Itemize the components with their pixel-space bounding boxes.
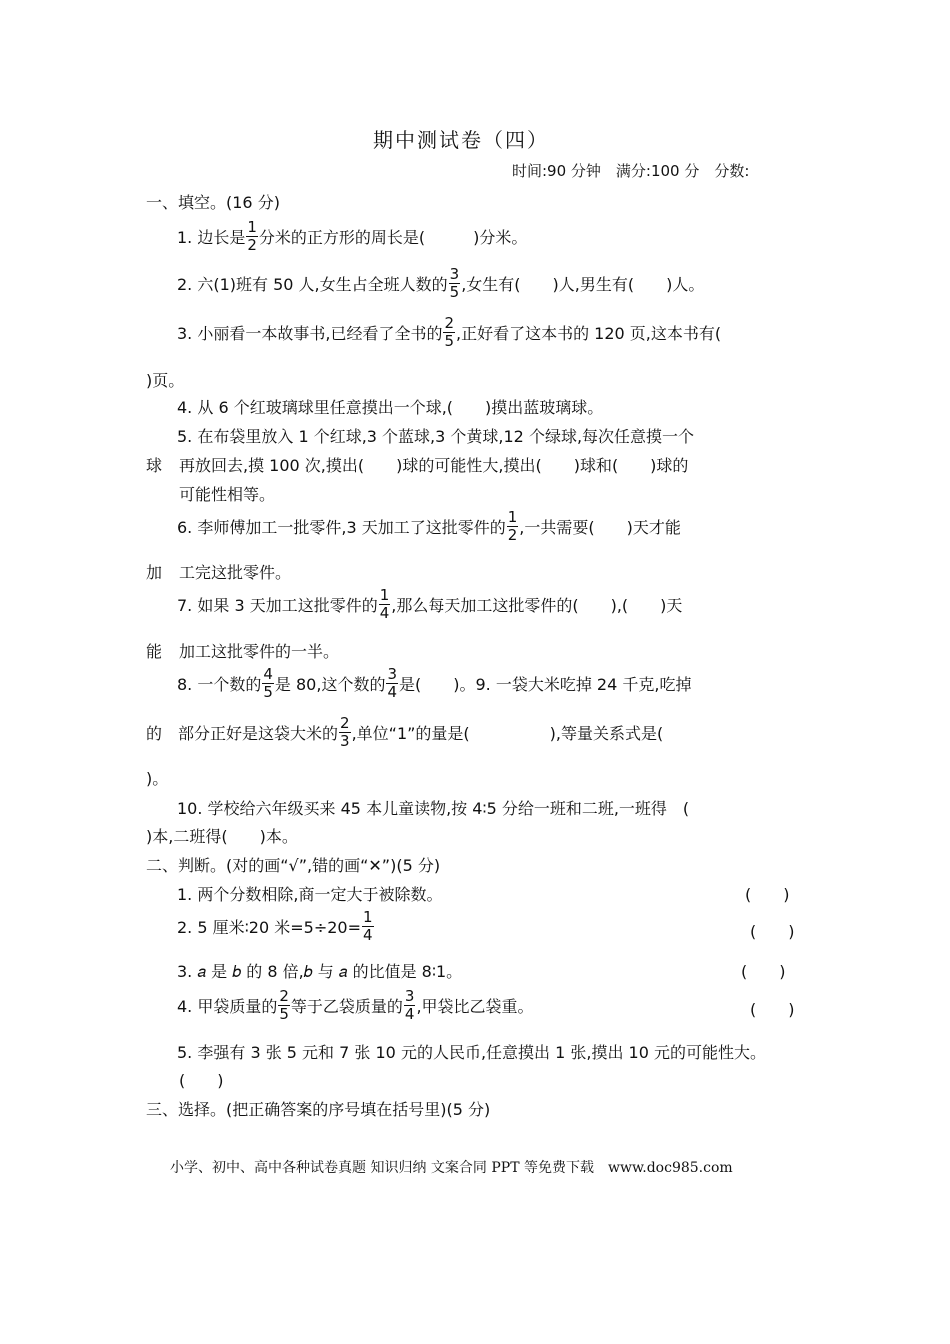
question-9: 的 部分正好是这袋大米的 $\frac{2}{3}$ ,单位“1”的量是( ),等量关系式是( xyxy=(146,714,664,750)
section-fill-blank: 一、填空。(16 分) xyxy=(146,193,280,212)
judge-1: 1. 两个分数相除,商一定大于被除数。 xyxy=(177,885,443,904)
question-9-cont: )。 xyxy=(146,769,169,788)
fraction: $\frac{1}{2}$ xyxy=(247,218,257,254)
fraction: $\frac{3}{4}$ xyxy=(404,987,415,1023)
question-1: 1. 边长是 $\frac{1}{2}$ 分米的正方形的周长是( )分米。 xyxy=(177,218,528,254)
fraction: $\frac{2}{3}$ xyxy=(340,714,350,750)
section-choice: 三、选择。(把正确答案的序号填在括号里)(5 分) xyxy=(146,1100,491,1119)
question-5-char: 球 xyxy=(146,456,163,475)
fraction: $\frac{1}{4}$ xyxy=(363,908,373,944)
question-3: 3. 小丽看一本故事书,已经看了全书的 $\frac{2}{5}$ ,正好看了这本书的 120 页,这本书有( xyxy=(177,314,722,350)
fraction: $\frac{1}{2}$ xyxy=(507,508,518,544)
question-7-char: 能 xyxy=(146,642,163,661)
question-6-char: 加 xyxy=(146,563,163,582)
fraction: $\frac{2}{5}$ xyxy=(444,314,454,350)
question-6-cont: 工完这批零件。 xyxy=(179,563,292,582)
question-8: 8. 一个数的 $\frac{4}{5}$ 是 80,这个数的 $\frac{3}{4}$ 是( )。9. 一袋大米吃掉 24 千克,吃掉 xyxy=(177,665,692,701)
judge-2-paren: ( ) xyxy=(750,922,795,941)
judge-5-paren: ( ) xyxy=(179,1071,224,1090)
question-10: 10. 学校给六年级买来 45 本儿童读物,按 4∶5 分给一班和二班,一班得 ( xyxy=(177,799,690,818)
fraction: $\frac{3}{4}$ xyxy=(387,665,397,701)
question-5: 5. 在布袋里放入 1 个红球,3 个蓝球,3 个黄球,12 个绿球,每次任意摸一个 xyxy=(177,427,695,446)
question-2: 2. 六(1)班有 50 人,女生占全班人数的 $\frac{3}{5}$ ,女生有( )人,男生有( )人。 xyxy=(177,265,705,301)
fraction: $\frac{3}{5}$ xyxy=(449,265,460,301)
exam-meta: 时间:90 分钟 满分:100 分 分数: xyxy=(512,162,750,180)
footer-banner: 小学、初中、高中各种试卷真题 知识归纳 文案合同 PPT 等免费下载 www.doc985.com xyxy=(170,1160,733,1176)
judge-4-paren: ( ) xyxy=(750,1000,795,1019)
judge-1-paren: ( ) xyxy=(745,885,790,904)
fraction: $\frac{2}{5}$ xyxy=(279,987,289,1023)
question-5-cont2: 可能性相等。 xyxy=(179,485,276,504)
question-7-cont: 加工这批零件的一半。 xyxy=(179,642,340,661)
judge-3: 3. 𝑎 是 𝑏 的 8 倍,𝑏 与 𝑎 的比值是 8∶1。 xyxy=(177,962,463,981)
question-7: 7. 如果 3 天加工这批零件的 $\frac{1}{4}$ ,那么每天加工这批零件的( ),( )天 xyxy=(177,586,683,622)
fraction: $\frac{4}{5}$ xyxy=(263,665,273,701)
page-title: 期中测试卷（四） xyxy=(373,128,549,152)
fraction: $\frac{1}{4}$ xyxy=(379,586,390,622)
question-5-cont: 再放回去,摸 100 次,摸出( )球的可能性大,摸出( )球和( )球的 xyxy=(179,456,689,475)
judge-3-paren: ( ) xyxy=(741,962,786,981)
question-6: 6. 李师傅加工一批零件,3 天加工了这批零件的 $\frac{1}{2}$ ,一共需要( )天才能 xyxy=(177,508,681,544)
question-3-cont: )页。 xyxy=(146,371,185,390)
question-4: 4. 从 6 个红玻璃球里任意摸出一个球,( )摸出蓝玻璃球。 xyxy=(177,398,604,417)
section-true-false: 二、判断。(对的画“√”,错的画“✕”)(5 分) xyxy=(146,856,441,875)
judge-4: 4. 甲袋质量的 $\frac{2}{5}$ 等于乙袋质量的 $\frac{3}{4}$ ,甲袋比乙袋重。 xyxy=(177,987,534,1023)
judge-5: 5. 李强有 3 张 5 元和 7 张 10 元的人民币,任意摸出 1 张,摸出 10 元的可能性大。 xyxy=(177,1043,766,1062)
question-10-cont: )本,二班得( )本。 xyxy=(146,827,298,846)
judge-2: 2. 5 厘米∶20 米=5÷20= $\frac{1}{4}$ xyxy=(177,908,373,944)
